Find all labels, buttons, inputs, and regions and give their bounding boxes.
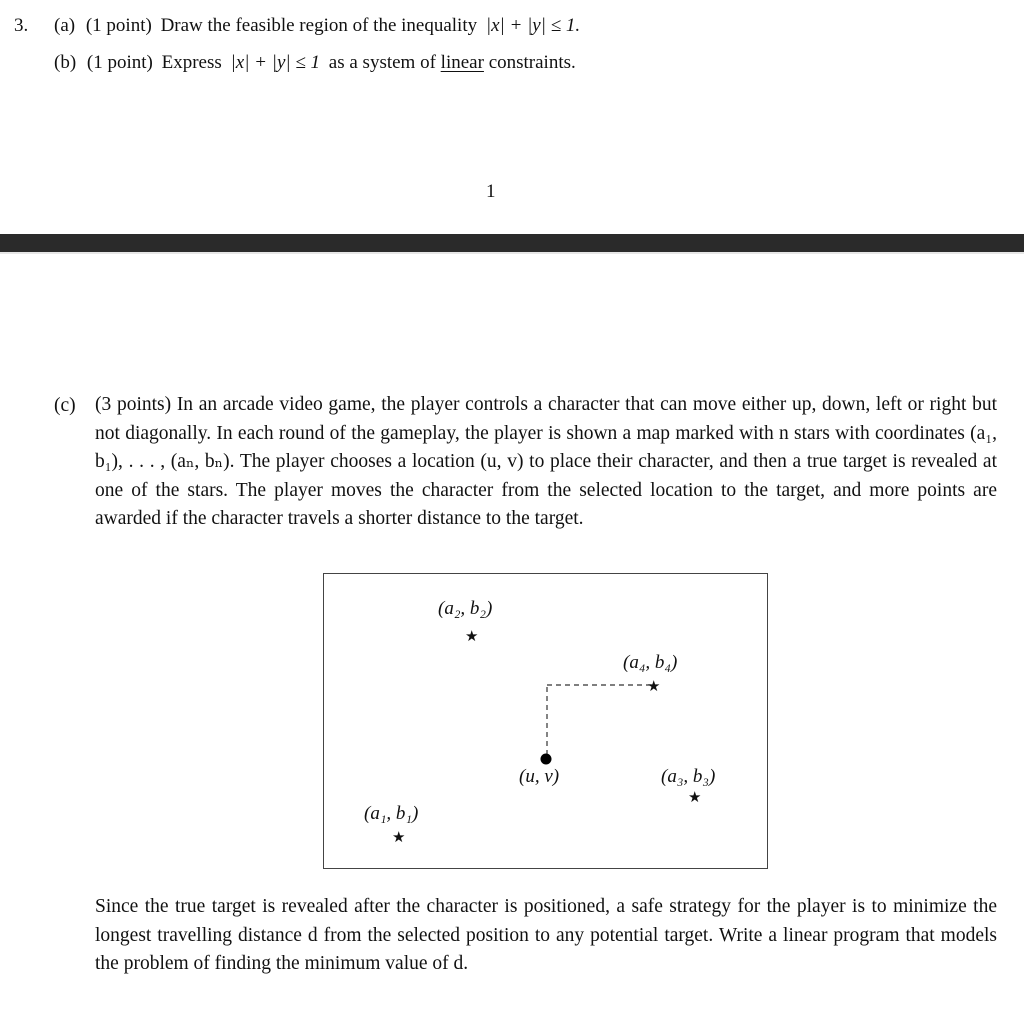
- page-divider-edge: [0, 252, 1024, 254]
- part-a-math: |x| + |y| ≤ 1.: [485, 15, 581, 36]
- part-b-points: (1 point): [86, 52, 153, 73]
- part-b-text-after: constraints.: [488, 52, 576, 73]
- problem-number: 3.: [14, 15, 29, 36]
- part-b-math: |x| + |y| ≤ 1: [230, 52, 321, 73]
- point-label-a4: (a₄, b₄): [623, 652, 678, 673]
- part-c-label: (c): [54, 395, 76, 416]
- star-icon-a4: ★: [647, 677, 661, 695]
- point-label-a3: (a₃, b₃): [661, 766, 716, 787]
- point-label-a1: (a₁, b₁): [364, 803, 419, 824]
- game-map-figure: [323, 573, 768, 869]
- part-b-text: Express: [161, 52, 222, 73]
- part-a-line: [54, 13, 580, 39]
- star-icon-a3: ★: [688, 788, 702, 806]
- part-c-points: (3 points): [95, 394, 172, 415]
- point-label-a2: (a₂, b₂): [438, 598, 493, 619]
- page-divider: [0, 234, 1024, 253]
- part-c-text: In an arcade video game, the player controls a character that can move either up, down, left or right but not diagonally. In each round of the gameplay, the player is shown a map marked with n stars with coordinates (a₁, b₁), . . . , (aₙ, bₙ). The player chooses a location (u, v) to place their character, and then a true target is revealed at one of the stars. The player moves the character from the selected location to the target, and more points are awarded if the character travels a shorter distance to the target.: [95, 394, 997, 529]
- star-icon-a2: ★: [465, 627, 479, 645]
- page-number: 1: [486, 181, 496, 202]
- part-a-text: Draw the feasible region of the inequality: [160, 15, 478, 36]
- part-c-paragraph-2: Since the true target is revealed after the character is positioned, a safe strategy for the player is to minimize the longest travelling distance d from the selected position to any potential target. Write a linear program that models the problem of finding the minimum value of d.: [95, 896, 997, 974]
- player-dot: [541, 754, 552, 765]
- part-b-line: [54, 50, 576, 76]
- star-icon-a1: ★: [392, 828, 406, 846]
- part-b-text-mid: as a system of: [328, 52, 436, 73]
- part-a-points: (1 point): [85, 15, 152, 36]
- point-label-player: (u, v): [519, 766, 560, 787]
- part-b-underlined: linear: [440, 52, 484, 73]
- part-b-label: (b): [54, 52, 77, 73]
- part-c-paragraph-1: [95, 391, 997, 534]
- part-a-label: (a): [54, 15, 76, 36]
